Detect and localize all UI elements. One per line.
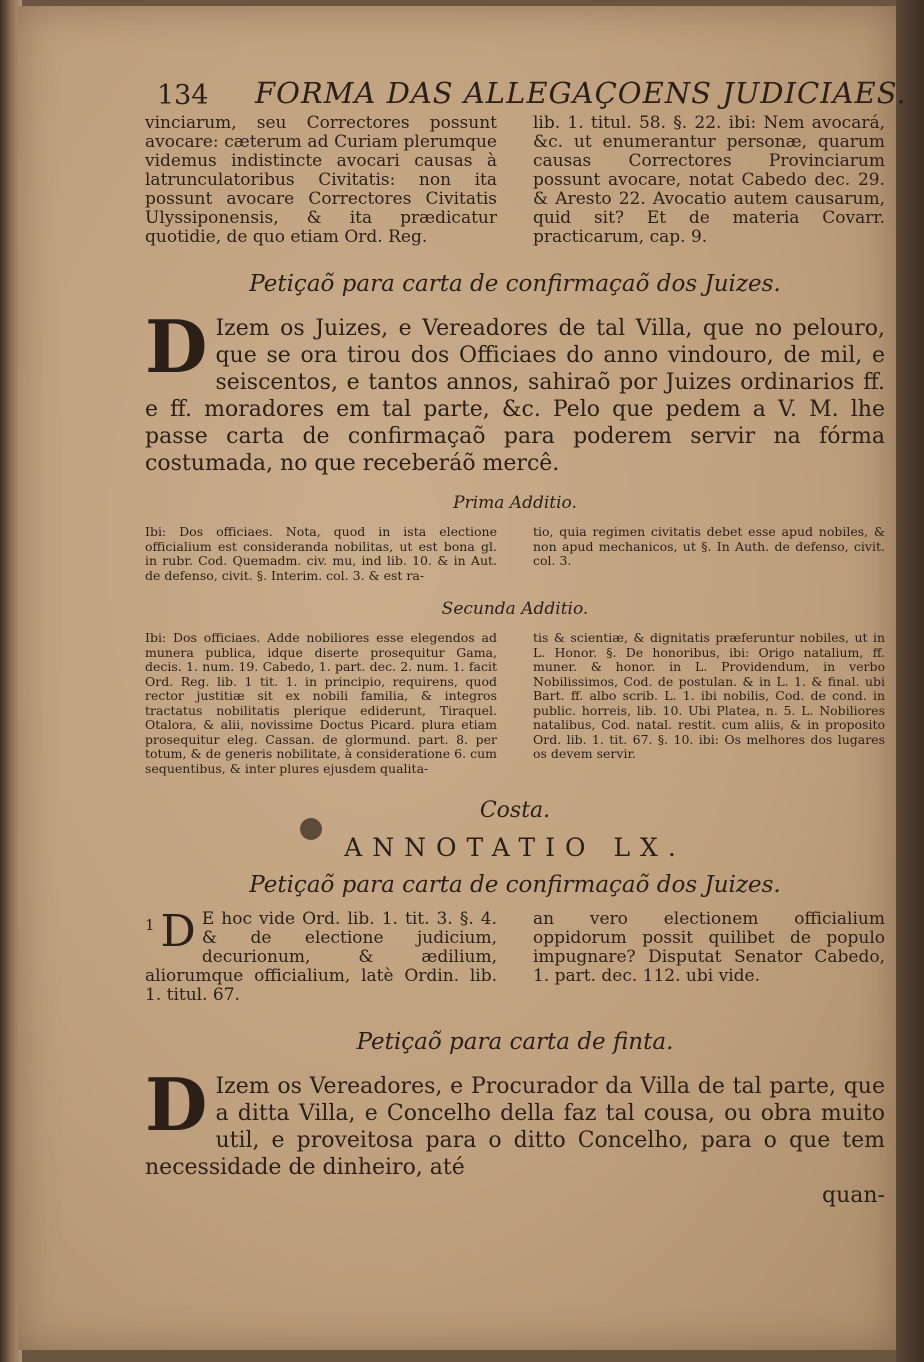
section2-dropcap: D bbox=[145, 1062, 208, 1147]
annotatio-left bbox=[145, 906, 497, 1005]
top-block bbox=[145, 114, 885, 247]
top-left-column: vinciarum, seu Correctores possunt avocare: cæterum ad Curiam plerumque videmus indistincte avocari causas à latrunculatoribus Civitatis: non ita possunt avocare Correctores Civitatis Ulyssiponensis, & ita prædicatur quotidie, de quo etiam Ord. Reg. bbox=[145, 113, 497, 247]
author-signature: Costa. bbox=[479, 798, 551, 823]
annotatio-right: an vero electionem officialium oppidorum possit quilibet de populo impugnare? Disputat Senator Cabedo, 1. part. dec. 112. ubi vide. bbox=[533, 909, 885, 986]
section1-heading: Petiçaõ para carta de confirmaçaõ dos Juizes. bbox=[249, 271, 781, 297]
annotatio-heading: Petiçaõ para carta de confirmaçaõ dos Juizes. bbox=[249, 872, 781, 898]
annotatio-number: 1 bbox=[145, 916, 155, 934]
annotatio-block bbox=[145, 906, 885, 1005]
running-title: FORMA DAS ALLEGAÇOENS JUDICIAES. bbox=[255, 76, 907, 110]
section2-text: Izem os Vereadores, e Procurador da Villa de tal parte, que a ditta Villa, e Concelho della faz tal cousa, ou obra muito util, e proveitosa para o ditto Concelho, para o que tem necessidade de dinheiro, até bbox=[145, 1074, 885, 1180]
top-right-column: lib. 1. titul. 58. §. 22. ibi: Nem avocará, &c. ut enumerantur personæ, quarum causas Correctores Provinciarum possunt avocare, notat Cabedo dec. 29. & Aresto 22. Avocatio autem causarum, quid sit? Et de materia Covarr. practicarum, cap. 9. bbox=[533, 113, 885, 247]
page-number: 134 bbox=[157, 80, 209, 111]
annotatio-title: ANNOTATIO LX. bbox=[344, 833, 686, 862]
page-content bbox=[145, 70, 907, 1208]
annotatio-dropcap: D bbox=[160, 906, 196, 957]
section1-dropcap: D bbox=[145, 304, 208, 389]
section1-paragraph bbox=[145, 304, 885, 477]
page-header bbox=[145, 70, 907, 114]
secunda-heading: Secunda Additio. bbox=[441, 599, 589, 619]
section2-paragraph bbox=[145, 1062, 885, 1181]
catchword: quan- bbox=[822, 1183, 885, 1208]
annotatio-left-text: E hoc vide Ord. lib. 1. tit. 3. §. 4. & de electione judicium, decurionum, & ædilium, aliorumque officialium, latè Ordin. lib. 1. titul. 67. bbox=[145, 909, 497, 1005]
section1-text: Izem os Juizes, e Vereadores de tal Villa, que no pelouro, que se ora tirou dos Officiaes do anno vindouro, de mil, e seiscentos, e tantos annos, sahiraõ por Juizes ordinarios ff. e ff. moradores em tal parte, &c. Pelo que pedem a V. M. lhe passe carta de confirmaçaõ para poderem servir na fórma costumada, no que receberáõ mercê. bbox=[145, 316, 885, 476]
prima-right: tio, quia regimen civitatis debet esse apud nobiles, & non apud mechanicos, ut §. In Auth. de defenso, civit. col. 3. bbox=[533, 524, 885, 568]
section2-heading: Petiçaõ para carta de finta. bbox=[356, 1029, 674, 1055]
secunda-left: Ibi: Dos officiaes. Adde nobiliores esse elegendos ad munera publica, idque diserte prosequitur Gama, decis. 1. num. 19. Cabedo, 1. part. dec. 2. num. 1. facit Ord. Reg. lib. 1 tit. 1. in principio, requirens, quod rector justitiæ sit ex nobili familia, & integros tractatus nobilitatis plerique ediderunt, Tiraquel. Otalora, & alii, novissime Doctus Picard. plura etiam prosequitur eleg. Cassan. de glormund. part. 8. per totum, & de generis nobilitate, à consideratione 6. cum sequentibus, & inter plures ejusdem qualita- bbox=[145, 630, 497, 776]
prima-block bbox=[145, 525, 885, 583]
next-page-edge bbox=[896, 0, 924, 1362]
prima-left: Ibi: Dos officiaes. Nota, quod in ista electione officialium est consideranda nobilitas, ut est bona gl. in rubr. Cod. Quemadm. civ. mu, ind lib. 10. & in Aut. de defenso, civit. §. Interim. col. 3. & est ra- bbox=[145, 524, 497, 583]
secunda-right: tis & scientiæ, & dignitatis præferuntur nobiles, ut in L. Honor. §. De honoribus, ibi: Origo natalium, ff. muner. & honor. in L. Providendum, in verbo Nobilissimos, Cod. de postulan. & in L. 1. & final. ubi Bart. ff. albo scrib. L. 1. ibi nobilis, Cod. de cond. in public. horreis, lib. 10. Ubi Platea, n. 5. L. Nobiliores natalibus, Cod. natal. restit. cum aliis, & in proposito Ord. lib. 1. tit. 67. §. 10. ibi: Os melhores dos lugares os devem servir. bbox=[533, 630, 885, 761]
prima-heading: Prima Additio. bbox=[453, 493, 577, 513]
secunda-block bbox=[145, 631, 885, 776]
